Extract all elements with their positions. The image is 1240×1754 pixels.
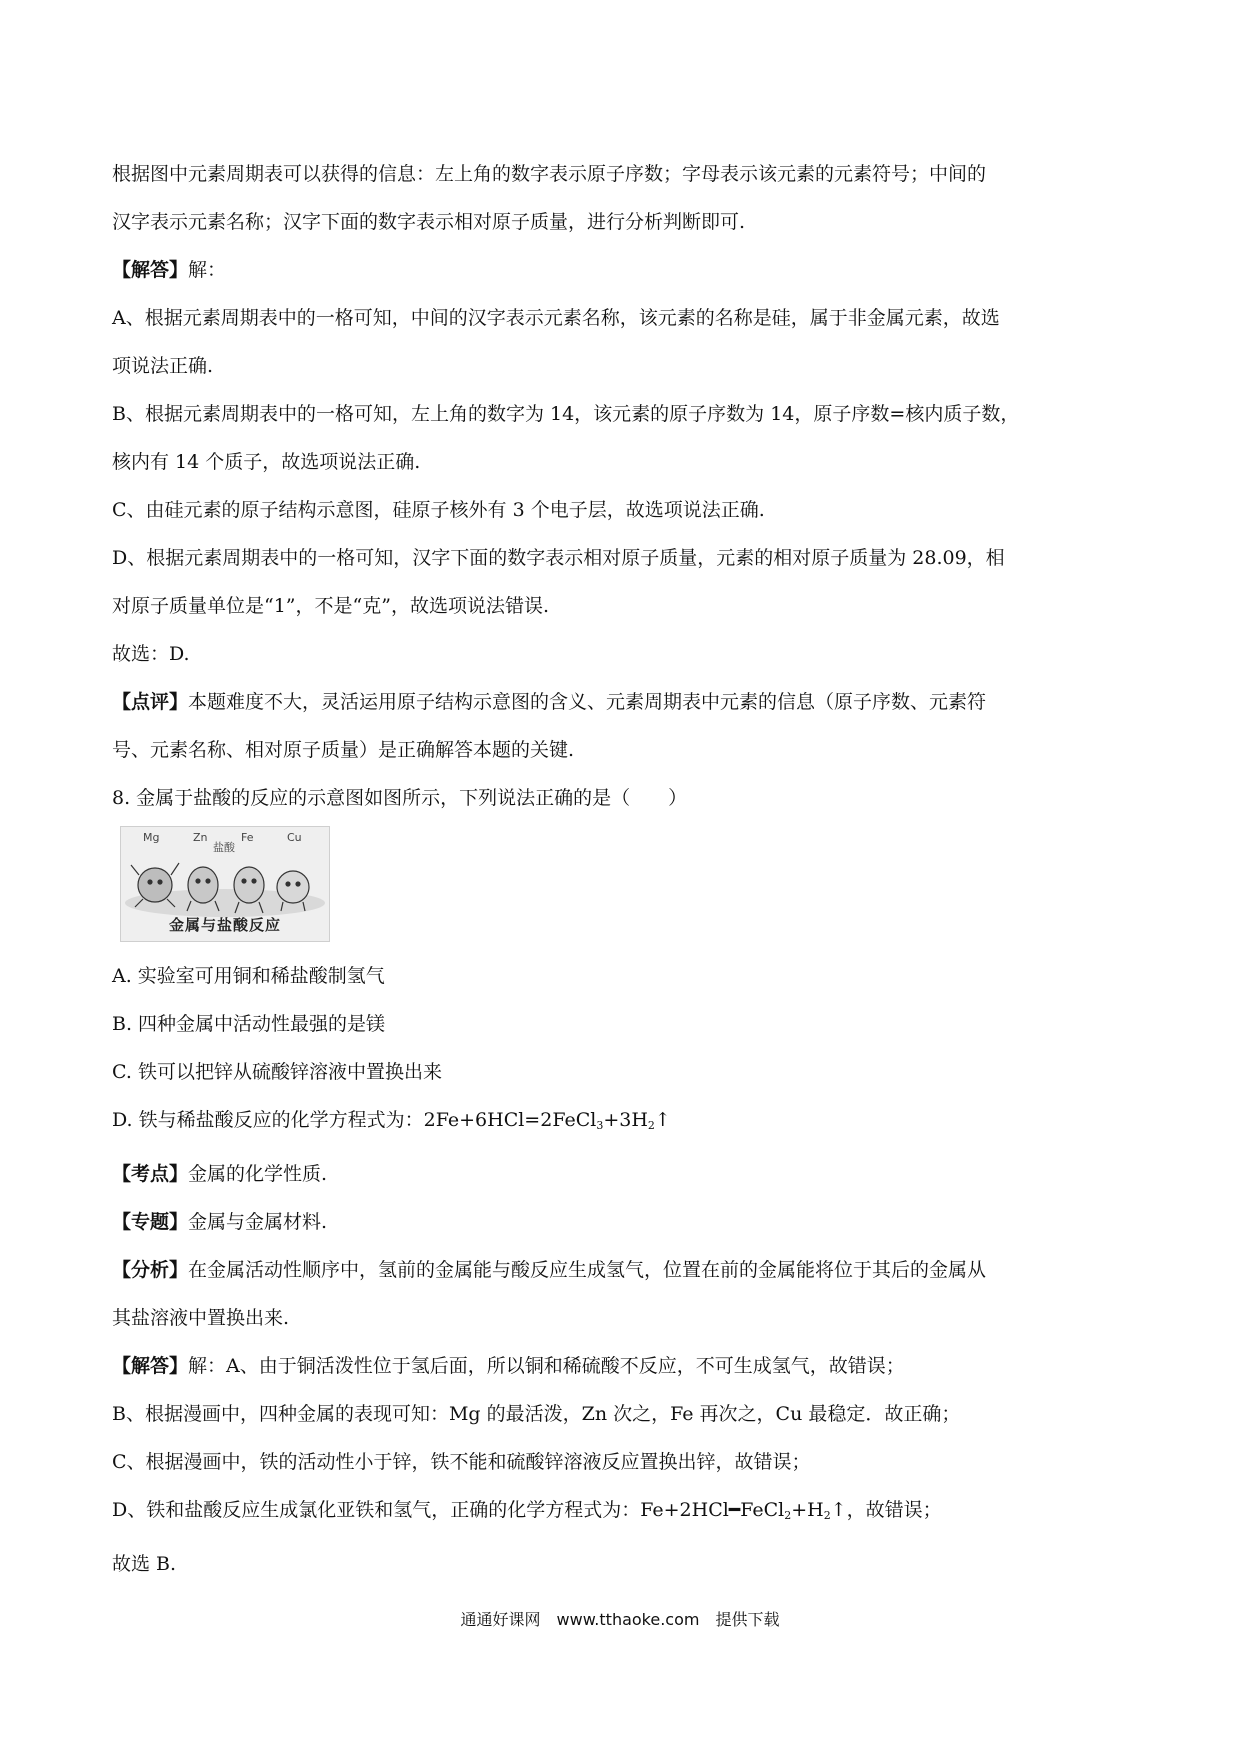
figure-label-fe: Fe: [241, 831, 254, 844]
document-page: [112, 150, 1132, 1588]
option-c: C. 铁可以把锌从硫酸锌溶液中置换出来: [112, 1061, 442, 1083]
answer-choice: 故选：D.: [112, 643, 190, 665]
fenxi-text: 在金属活动性顺序中，氢前的金属能与酸反应生成氢气，位置在前的金属能将位于其后的金属从: [188, 1259, 987, 1281]
jieda-d-text: +H: [791, 1499, 824, 1521]
answer-line: 项说法正确.: [112, 355, 214, 377]
question-8-stem: 8. 金属于盐酸的反应的示意图如图所示，下列说法正确的是（ ）: [112, 787, 688, 809]
jieda-choice: 故选 B.: [112, 1553, 177, 1575]
jieda-text: 解：A、由于铜活泼性位于氢后面，所以铜和稀硫酸不反应，不可生成氢气，故错误；: [188, 1355, 905, 1377]
kaodian-line: [112, 1150, 1132, 1198]
analysis-line: 根据图中元素周期表可以获得的信息：左上角的数字表示原子序数；字母表示该元素的元素符号；中间的: [112, 163, 987, 185]
answer-tag: 【解答】: [112, 259, 189, 281]
comment-line: 号、元素名称、相对原子质量）是正确解答本题的关键.: [112, 739, 575, 761]
subscript: 3: [596, 1119, 604, 1132]
subscript: 2: [784, 1509, 792, 1522]
figure-label-acid: 盐酸: [213, 841, 235, 854]
answer-line: B、根据元素周期表中的一格可知，左上角的数字为 14，该元素的原子序数为 14，原子序数=核内质子数，: [112, 403, 1020, 425]
answer-line: D、根据元素周期表中的一格可知，汉字下面的数字表示相对原子质量，元素的相对原子质量为 28.09，相: [112, 547, 1005, 569]
answer-line: 核内有 14 个质子，故选项说法正确.: [112, 451, 421, 473]
answer-line: C、由硅元素的原子结构示意图，硅原子核外有 3 个电子层，故选项说法正确.: [112, 499, 765, 521]
fenxi-line: 其盐溶液中置换出来.: [112, 1307, 290, 1329]
fenxi-tag: 【分析】: [112, 1259, 189, 1281]
kaodian-tag: 【考点】: [112, 1163, 189, 1185]
jieda-line: B、根据漫画中，四种金属的表现可知：Mg 的最活泼，Zn 次之，Fe 再次之，Cu 最稳定．故正确；: [112, 1403, 961, 1425]
metal-acid-cartoon-figure: [120, 826, 330, 942]
zhuanti-tag: 【专题】: [112, 1211, 189, 1233]
kaodian-text: 金属的化学性质.: [188, 1163, 328, 1185]
analysis-line: 汉字表示元素名称；汉字下面的数字表示相对原子质量，进行分析判断即可.: [112, 211, 746, 233]
figure-label-zn: Zn: [193, 831, 208, 844]
jieda-d-text: ↑，故错误；: [830, 1499, 942, 1521]
option-d-text: D. 铁与稀盐酸反应的化学方程式为：2Fe+6HCl=2FeCl: [112, 1109, 597, 1131]
zhuanti-line: [112, 1198, 1132, 1246]
jieda-line: [112, 1486, 1132, 1540]
answer-line: 对原子质量单位是“1”，不是“克”，故选项说法错误.: [112, 595, 549, 617]
option-d-text: +3H: [603, 1109, 648, 1131]
zhuanti-text: 金属与金属材料.: [188, 1211, 328, 1233]
option-b: B. 四种金属中活动性最强的是镁: [112, 1013, 386, 1035]
comment-tag: 【点评】: [112, 691, 189, 713]
subscript: 2: [647, 1119, 655, 1132]
figure-label-mg: Mg: [143, 831, 160, 844]
comment-text: 本题难度不大，灵活运用原子结构示意图的含义、元素周期表中元素的信息（原子序数、元素符: [188, 691, 987, 713]
jieda-line: C、根据漫画中，铁的活动性小于锌，铁不能和硫酸锌溶液反应置换出锌，故错误；: [112, 1451, 811, 1473]
jieda-tag: 【解答】: [112, 1355, 189, 1377]
answer-line: A、根据元素周期表中的一格可知，中间的汉字表示元素名称，该元素的名称是硅，属于非金属元素，故选: [112, 307, 1000, 329]
figure-label-cu: Cu: [287, 831, 302, 844]
jieda-d-text: D、铁和盐酸反应生成氯化亚铁和氢气，正确的化学方程式为：Fe+2HCl━FeCl: [112, 1499, 785, 1521]
answer-heading: [112, 246, 1132, 294]
option-a: A. 实验室可用铜和稀盐酸制氢气: [112, 965, 385, 987]
page-footer: 通通好课网 www.tthaoke.com 提供下载: [460, 1610, 780, 1629]
answer-tag-suffix: 解：: [188, 259, 227, 281]
comment-line: [112, 678, 1132, 726]
subscript: 2: [823, 1509, 831, 1522]
up-arrow: ↑: [654, 1109, 671, 1131]
figure-caption: 金属与盐酸反应: [168, 916, 281, 934]
fenxi-line: [112, 1246, 1132, 1294]
option-d: [112, 1096, 1132, 1150]
jieda-line: [112, 1342, 1132, 1390]
